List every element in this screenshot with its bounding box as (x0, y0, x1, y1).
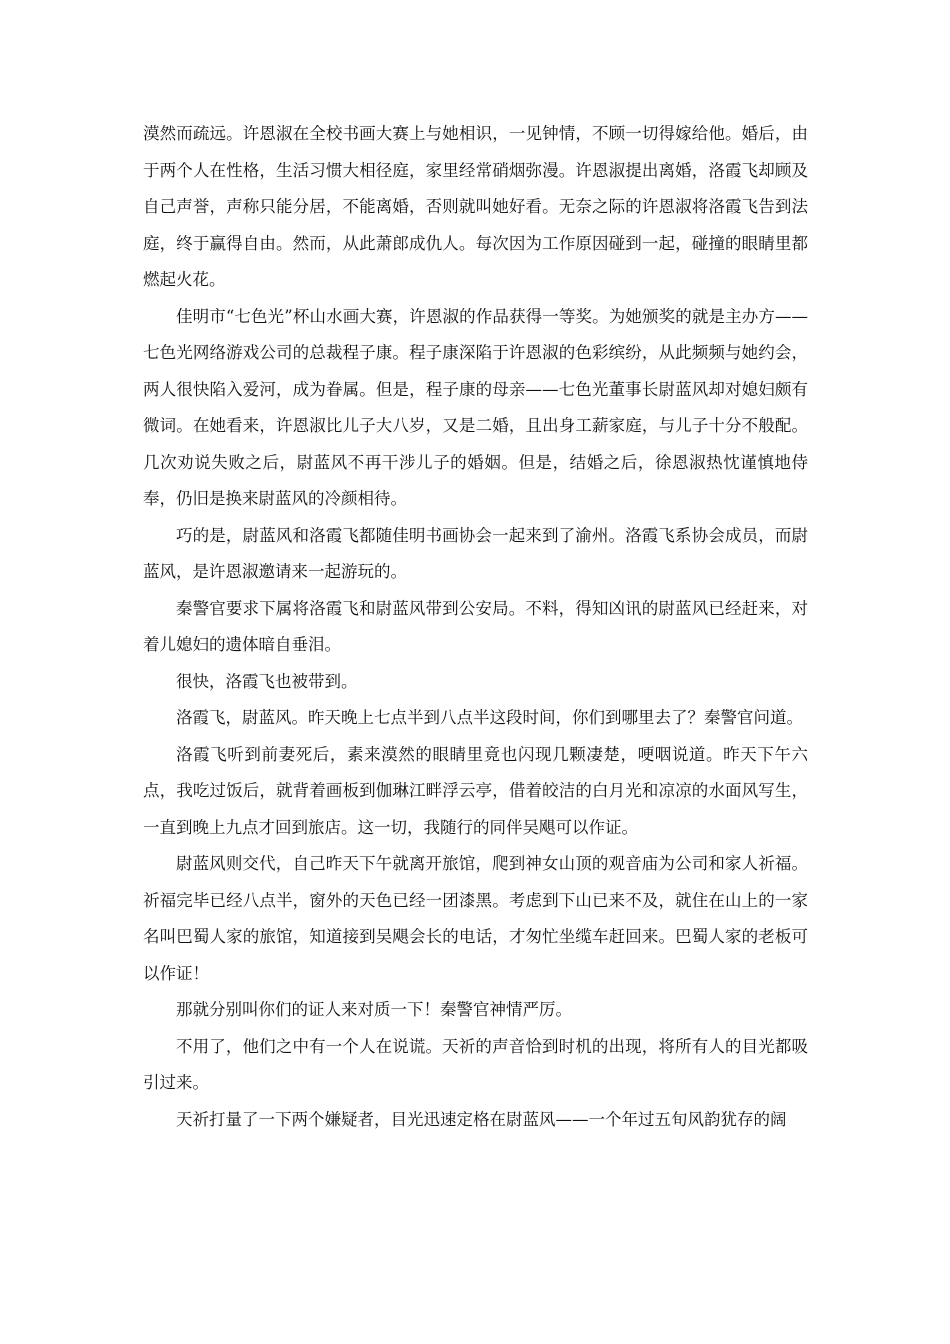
paragraph-7: 洛霞飞听到前妻死后，素来漠然的眼睛里竟也闪现几颗凄楚，哽咽说道。昨天下午六点，我吃过饭后，就背着画板到伽琳江畔浮云亭，借着皎洁的白月光和凉凉的水面风写生，一直到晚上九点才回到旅店。这一切，我随行的同伴吴飓可以作证。 (143, 744, 808, 837)
document-page (143, 116, 808, 1138)
paragraph-9: 那就分别叫你们的证人来对质一下！秦警官神情严厉。 (176, 1000, 572, 1019)
paragraph-5: 很快，洛霞飞也被带到。 (176, 671, 358, 691)
paragraph-8: 尉蓝风则交代，自己昨天下午就离开旅馆，爬到神女山顶的观音庙为公司和家人祈福。祈福完毕已经八点半，窗外的天色已经一团漆黑。考虑到下山已来不及，就住在山上的一家名叫巴蜀人家的旅馆，知道接到吴飓会长的电话，才匆忙坐缆车赶回来。巴蜀人家的老板可以作证！ (143, 854, 808, 983)
paragraph-10: 不用了，他们之中有一个人在说谎。天祈的声音恰到时机的出现，将所有人的目光都吸引过来。 (143, 1036, 808, 1092)
paragraph-2: 佳明市“七色光”杯山水画大赛，许恩淑的作品获得一等奖。为她颁奖的就是主办方——七色光网络游戏公司的总裁程子康。程子康深陷于许恩淑的色彩缤纷，从此频频与她约会，两人很快陷入爱河，成为眷属。但是，程子康的母亲——七色光董事长尉蓝风却对媳妇颇有微词。在她看来，许恩淑比儿子大八岁，又是二婚，且出身工薪家庭，与儿子十分不般配。几次劝说失败之后，尉蓝风不再干涉儿子的婚姻。但是，结婚之后，徐恩淑热忱谨慎地侍奉，仍旧是换来尉蓝风的冷颜相待。 (143, 306, 808, 508)
paragraph-1: 漠然而疏远。许恩淑在全校书画大赛上与她相识，一见钟情，不顾一切得嫁给他。婚后，由于两个人在性格，生活习惯大相径庭，家里经常硝烟弥漫。许恩淑提出离婚，洛霞飞却顾及自己声誉，声称只能分居，不能离婚，否则就叫她好看。无奈之际的许恩淑将洛霞飞告到法庭，终于赢得自由。然而，从此萧郎成仇人。每次因为工作原因碰到一起，碰撞的眼睛里都燃起火花。 (143, 124, 808, 289)
paragraph-4: 秦警官要求下属将洛霞飞和尉蓝风带到公安局。不料，得知凶讯的尉蓝风已经赶来，对着儿媳妇的遗体暗自垂泪。 (143, 598, 808, 654)
paragraph-11: 天祈打量了一下两个嫌疑者，目光迅速定格在尉蓝风——一个年过五旬风韵犹存的阔 (176, 1109, 787, 1129)
paragraph-6: 洛霞飞，尉蓝风。昨天晚上七点半到八点半这段时间，你们到哪里去了？秦警官问道。 (176, 708, 803, 727)
paragraph-3: 巧的是，尉蓝风和洛霞飞都随佳明书画协会一起来到了渝州。洛霞飞系协会成员，而尉蓝风，是许恩淑邀请来一起游玩的。 (143, 525, 808, 581)
